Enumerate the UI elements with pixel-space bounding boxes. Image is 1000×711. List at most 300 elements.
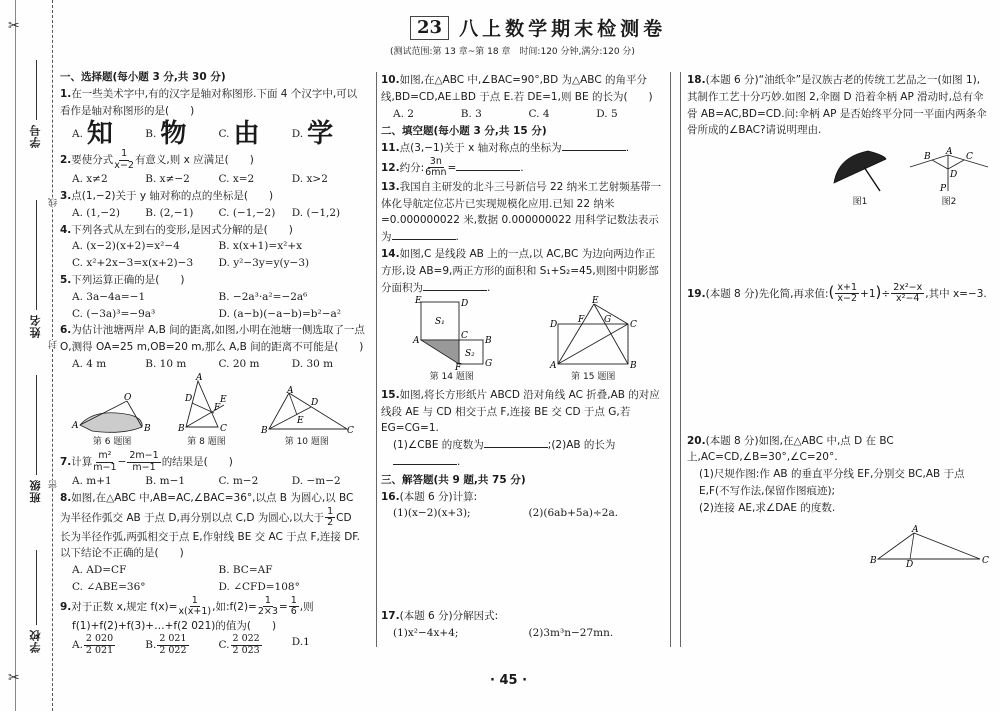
name-field[interactable] [28,200,44,338]
question-text: (本题 6 分)计算: [399,490,478,503]
operator: = [447,161,457,174]
option-d[interactable] [292,634,365,656]
figure-q14 [407,298,497,384]
fraction [425,157,446,179]
denominator: 6mn [425,167,447,179]
label-p: P [940,184,947,195]
label-c: C [982,555,989,566]
question-number: 20. [687,434,706,447]
label-a: A [72,420,79,431]
question-text: 有意义,则 x 应满足( ) [134,154,254,167]
paren-close: ) [875,282,882,301]
figure-caption: 第 8 题图 [187,436,226,447]
option-c[interactable] [219,634,292,656]
question-text: (本题 6 分)分解因式: [399,610,499,623]
label-c: C [460,331,468,342]
question-9 [60,596,365,635]
label-s1: S₁ [434,317,445,328]
class-line[interactable] [36,375,37,475]
numerator: 1 [264,594,271,606]
option-a[interactable] [72,634,145,656]
numerator: 1 [121,148,128,160]
label-f: F [578,315,585,326]
question-number: 13. [381,180,400,193]
question-text: 点(1,−2)关于 y 轴对称的点的坐标是( ) [71,190,274,203]
triangle-diagram-q8 [176,372,236,435]
option-b[interactable]: B. x(x+1)=x²+x [218,240,303,253]
fold-word-xian: 线 [49,198,59,207]
figure-q8 [176,372,236,449]
question-number: 19. [687,287,706,300]
option-letter: A. [72,639,83,652]
label-e: E [414,296,422,307]
question-12 [381,157,664,179]
column-3 [680,72,990,647]
option-d[interactable]: D. ∠CFD=108° [218,580,300,593]
label-f: F [214,402,221,413]
label-b: B [870,555,877,566]
pond-diagram [72,393,152,435]
figure-q6 [72,393,152,449]
question-text: 如图,将长方形纸片 ABCD 沿对角线 AC 折叠,AB 的对应线段 AE 与 CD 相交于点 F,连接 BE 交 CD 于点 G,若 EG=CG=1. [381,388,660,435]
label-a: A [196,372,203,383]
question-number: 2. [60,154,72,167]
page-number: · 45 · [490,673,528,688]
label-f: F [454,363,461,374]
figures-row-1 [60,372,365,449]
figure-caption: 第 10 题图 [284,436,329,447]
fold-line [52,0,53,711]
exam-header [410,14,710,41]
denominator: x²−4 [896,293,920,305]
option-char: 由 [233,118,260,149]
question-text: ,则 [299,600,314,613]
question-number: 6. [60,324,72,337]
question-text: 如图,在△ABC 中,∠BAC=90°,BD 为△ABC 的角平分线,BD=CD,AE⊥BD 于点 E.若 DE=1,则 BE 的长为( ) [381,74,653,103]
option-c[interactable]: C. (−3a)³=−9a³ [72,307,156,320]
question-6 [60,322,365,356]
figure-caption: 第 15 题图 [571,372,616,383]
question-5 [60,272,365,289]
question-number: 12. [381,161,400,174]
question-8-options [60,562,365,596]
answer-blank[interactable] [423,280,487,291]
label-d: D [310,397,319,408]
fold-word-mi: 密 [49,480,59,489]
question-number: 7. [60,456,72,469]
name-line[interactable] [36,200,37,310]
denominator: m−1 [93,461,117,473]
option-c[interactable]: C. (−1,−2) [218,206,276,219]
option-b[interactable]: B. −2a³·a²=−2a⁶ [218,290,308,303]
squares-diagram [407,296,497,374]
label-c: C [346,425,354,436]
question-6-options [60,356,365,373]
option-letter: B. [145,639,157,652]
denominator: 2 [327,517,334,529]
triangle-diagram-q10 [261,387,353,435]
figure-umbrella [830,147,890,209]
fraction [93,451,116,473]
part-2-text: ;(2)AB 的长为 [547,439,616,452]
figure-q10 [261,387,353,449]
label-b: B [178,423,186,434]
question-number: 9. [60,600,72,613]
numerator: 1 [327,505,334,517]
numerator: 2 020 [85,633,114,645]
question-text: ,如:f(2)= [212,600,257,613]
denominator: 2 021 [85,644,114,656]
numerator: 1 [191,594,198,606]
segment-df [192,403,214,413]
label-d: D [950,170,958,181]
label-b: B [144,423,151,434]
numerator: 2m−1 [129,450,159,462]
option-b[interactable]: B. (2,−1) [145,206,194,219]
option-d[interactable]: D. 5 [596,107,618,120]
question-number: 14. [381,248,400,261]
option-char: 知 [86,118,113,149]
umbrella-icon [830,147,890,195]
option-char: 物 [160,118,187,149]
question-3 [60,188,365,205]
option-d[interactable]: D. y²−3y=y(y−3) [218,257,310,270]
answer-blank[interactable] [393,454,457,465]
option-a[interactable]: A. 3a−4a=−1 [72,290,146,303]
figure-umbrella-frame [908,147,990,209]
question-10 [381,72,664,106]
part-1: (1)(x−2)(x+3); [393,507,471,520]
option-letter: A. [72,127,83,140]
umbrella-handle [864,167,880,191]
exam-number: 23 [410,16,449,40]
question-10-options [381,106,664,123]
question-number: 18. [687,74,706,86]
answer-blank[interactable] [456,160,520,171]
question-14 [381,246,664,296]
student-id-label: 学号 [29,124,42,148]
part-2: (2)3m³n−27mn. [528,627,614,639]
label-a: A [946,147,953,158]
question-text: 下列运算正确的是( ) [71,274,185,287]
question-number: 15. [381,388,400,401]
numerator: 3n [429,155,442,167]
segment-ae [558,304,594,364]
operator: = [278,600,288,613]
question-4-options [60,238,365,272]
question-8 [60,490,365,562]
label-d: D [906,559,914,570]
student-id-line[interactable] [36,60,37,120]
triangle-abc [878,533,980,559]
option-d[interactable]: D. −m−2 [291,475,341,488]
label-s2: S₂ [464,349,475,360]
option-d[interactable]: D. (−1,2) [291,206,341,219]
umbrella-frame-diagram [908,147,990,195]
label-e: E [220,394,228,405]
question-number: 3. [60,190,72,203]
operator: +1 [860,287,876,300]
question-text: 下列各式从左到右的变形,是因式分解的是( ) [71,223,293,236]
question-text: 为估计池塘两岸 A,B 间的距离,如图,小明在池塘一侧选取了一点 O,测得 OA=25 m,OB=20 m,那么 A,B 间的距离不可能是( ) [60,324,365,354]
question-16-parts [381,505,664,522]
question-text: 点(3,−1)关于 x 轴对称点的坐标为 [399,142,562,155]
denominator: x−2 [837,293,858,305]
label-c: C [220,423,228,434]
triangle-abc [269,393,347,429]
rectangle-fold-diagram [548,298,638,370]
question-4 [60,222,365,239]
numerator: 2 022 [232,633,260,645]
question-text: ,其中 x=−3. [925,287,987,300]
option-a[interactable]: A. AD=CF [72,564,127,577]
fraction [84,634,115,656]
option-a[interactable]: A. (1,−2) [72,206,120,219]
figure-q15 [548,298,638,384]
denominator: x−2 [114,159,134,171]
question-19 [687,280,990,305]
pond-shape [80,413,142,433]
denominator: x(x+1) [178,606,212,618]
scissors-icon: ✂ [8,18,20,34]
part-2: (2)(6ab+5a)÷2a. [528,507,619,520]
option-c[interactable]: C. 20 m [218,358,260,371]
figure-caption: 图2 [941,197,957,208]
option-letter: B. [145,127,157,140]
umbrella-canopy [834,151,886,183]
question-20 [687,433,990,517]
strut-bd [932,160,948,169]
question-16 [381,489,664,523]
question-5-options [60,289,365,323]
answer-space[interactable] [687,305,990,433]
figures-row-2 [381,298,664,384]
option-a[interactable]: A. (x−2)(x+2)=x²−4 [72,240,180,253]
option-b[interactable] [145,634,218,656]
question-text: (本题 6 分)“油纸伞”是汉族古老的传统工艺品之一(如图 1),其制作工艺十分巧妙.如图 2,伞圈 D 沿着伞柄 AP 滑动时,总有伞骨 AB=AC,BD=CD.问:伞柄 AP 是否始终平分同一平面内两条伞骨所成的∠BAC?请说明理由. [687,74,987,137]
question-number: 8. [60,491,72,504]
option-letter: C. [218,127,230,140]
question-text: (本题 8 分)如图,在△ABC 中,点 D 在 BC 上,AC=CD,∠B=30°,∠C=20°. [687,434,894,464]
option-d[interactable]: D. (a−b)(−a−b)=b²−a² [218,307,341,320]
label-a: A [286,385,294,396]
segment-ae [289,393,297,415]
question-11 [381,140,664,157]
name-label: 姓名 [29,314,42,338]
strut-cd [948,160,964,169]
label-b: B [484,336,492,347]
school-line[interactable] [36,550,37,625]
option-b[interactable]: B. m−1 [145,475,186,488]
option-a[interactable]: A. 4 m [72,358,107,371]
question-13 [381,179,664,246]
fraction [231,634,262,656]
punctuation: . [625,142,630,155]
numerator: 1 [290,594,297,606]
fraction [258,596,278,618]
option-b[interactable]: B. x≠−2 [145,173,190,186]
triangle-diagram-q20 [870,524,990,570]
option-letter: D. [291,636,304,649]
option-d[interactable]: D. x>2 [291,173,328,186]
answer-blank[interactable] [562,140,626,151]
figure-caption: 图1 [852,197,868,208]
figures-q18 [687,147,990,209]
shaded-region [421,340,459,364]
fold-word-feng: 封 [49,340,59,349]
operator: − [117,456,127,469]
question-3-options [60,205,365,222]
option-c[interactable]: C. 4 [528,107,550,120]
diagonal-ac [558,324,628,364]
option-d[interactable] [292,114,365,156]
fraction [157,634,188,656]
school-label: 学校 [29,629,42,653]
question-text: f(1)+f(2)+f(3)+…+f(2 021)的值为( ) [72,619,277,632]
punctuation: . [487,281,491,294]
answer-blank[interactable] [392,229,456,240]
question-text: (本题 8 分)先化简,再求值: [705,287,829,300]
label-d: D [185,393,193,404]
option-a[interactable]: A. m+1 [72,475,112,488]
question-text: 如图,C 是线段 AB 上的一点,以 AC,BC 为边向两边作正方形,设 AB=9,两正方形的面积和 S₁+S₂=45,则图中阴影部分面积为 [381,248,659,294]
label-d: D [550,320,558,331]
figure-q20 [687,524,990,570]
question-number: 5. [60,274,72,287]
option-c[interactable]: C. x=2 [218,173,255,186]
question-7-options [60,473,365,490]
label-o: O [124,392,132,403]
option-letter: D. [291,127,304,140]
numerator: m² [98,450,112,462]
paren-open: ( [828,282,835,301]
figure-caption: 第 6 题图 [92,436,132,447]
figure-caption: 第 14 题图 [429,372,474,383]
question-text: 计算 [71,456,93,469]
fraction [114,149,134,171]
question-text: 我国自主研发的北斗三号新信号 22 纳米工艺射频基带一体化导航定位芯片已实现规模化应用.已知 22 纳米=0.000000022 米,数据 0.000000022 用科学记数法表示为 [381,180,662,244]
denominator: m−1 [132,461,156,473]
punctuation: . [455,231,459,244]
question-text: 在一些美术字中,有的汉字是轴对称图形.下面 4 个汉字中,可以看作是轴对称图形的是( ) [60,87,358,117]
label-b: B [630,361,637,372]
fraction [127,451,160,473]
denominator: 6 [290,606,297,618]
fraction [289,596,299,618]
option-c[interactable]: C. x²+2x−3=x(x+2)−3 [72,257,194,270]
denominator: 2×3 [257,606,278,618]
question-7 [60,451,365,473]
question-18 [687,72,990,139]
question-text: 的结果是( ) [161,456,233,469]
label-a: A [550,361,557,372]
option-a[interactable]: A. 2 [393,107,414,120]
option-c[interactable]: C. ∠ABE=36° [72,580,146,593]
question-text: 对于正数 x,规定 f(x)= [71,600,178,613]
student-id-field[interactable] [28,60,44,148]
option-b[interactable]: B. 10 m [145,358,187,371]
answer-space[interactable] [687,212,990,280]
cut-line [15,0,16,711]
section-title: 三、解答题(共 9 题,共 75 分) [381,473,526,486]
question-number: 4. [60,223,72,236]
question-number: 16. [381,490,400,503]
label-g: G [484,359,492,370]
question-text: 约分: [399,161,425,174]
option-value: 1 [303,636,310,649]
column-1 [60,68,365,656]
option-d[interactable]: D. 30 m [291,358,334,371]
fraction [178,596,211,618]
answer-space[interactable] [381,522,664,608]
column-2 [376,72,671,647]
label-b: B [260,425,268,436]
numerator: x+1 [837,281,858,293]
operator: ÷ [881,287,891,300]
section-title: 二、填空题(每小题 3 分,共 15 分) [381,125,547,138]
option-char: 学 [307,118,334,149]
label-b: B [924,152,931,163]
punctuation: . [520,161,524,174]
fraction [835,283,859,305]
question-9-options [60,634,365,656]
question-number: 11. [381,142,400,155]
question-17-parts [381,625,664,642]
label-c: C [966,152,973,163]
question-text: 如图,在△ABC 中,AB=AC,∠BAC=36°,以点 B 为圆心,以 BC 为半径作弧交 AB 于点 D,再分别以点 C,D 为圆心,以大于 [60,491,354,524]
part-1: (1)x²−4x+4; [393,627,459,639]
exam-subtitle: (测试范围:第 13 章~第 18 章 时间:120 分钟,满分:120 分) [390,47,635,57]
question-15 [381,387,664,471]
fraction [325,507,335,529]
school-field[interactable] [28,550,44,653]
option-letter: C. [218,639,230,652]
option-c[interactable]: C. m−2 [218,475,259,488]
part-1: (1)尺规作图:作 AB 的垂直平分线 EF,分别交 BC,AB 于点 E,F(不写作法,保留作图痕迹); [699,468,965,497]
punctuation: . [457,456,461,469]
option-b[interactable]: B. BC=AF [218,564,273,577]
label-e: E [296,415,304,426]
scissors-icon: ✂ [8,670,20,686]
question-number: 17. [381,610,400,623]
option-a[interactable]: A. x≠2 [72,173,108,186]
question-number: 10. [381,74,400,86]
question-2-options [60,171,365,188]
option-b[interactable]: B. 3 [460,107,482,120]
label-e: E [592,296,599,307]
denominator: 2 023 [232,644,260,656]
question-number: 1. [60,87,72,100]
label-d: D [460,299,468,310]
label-a: A [412,336,420,347]
label-a: A [912,524,919,535]
denominator: 2 022 [159,644,187,656]
fraction [891,283,924,305]
section-title: 一、选择题(每小题 3 分,共 30 分) [60,71,226,83]
label-c: C [630,320,638,331]
question-15-blanks [381,437,664,471]
part-1-text: (1)∠CBE 的度数为 [393,439,484,452]
question-text: 要使分式 [71,154,114,167]
question-1-options [60,119,365,149]
class-field[interactable] [28,375,44,503]
segment-ad [910,533,914,559]
question-text: CD 长为半径作弧,两弧相交于点 E,作射线 BE 交 AC 于点 F,连接 DF.以下结论不正确的是( ) [60,511,360,560]
answer-blank[interactable] [484,437,548,448]
exam-title: 八上数学期末检测卷 [459,18,667,40]
numerator: 2 021 [159,633,187,645]
label-g: G [604,315,612,326]
